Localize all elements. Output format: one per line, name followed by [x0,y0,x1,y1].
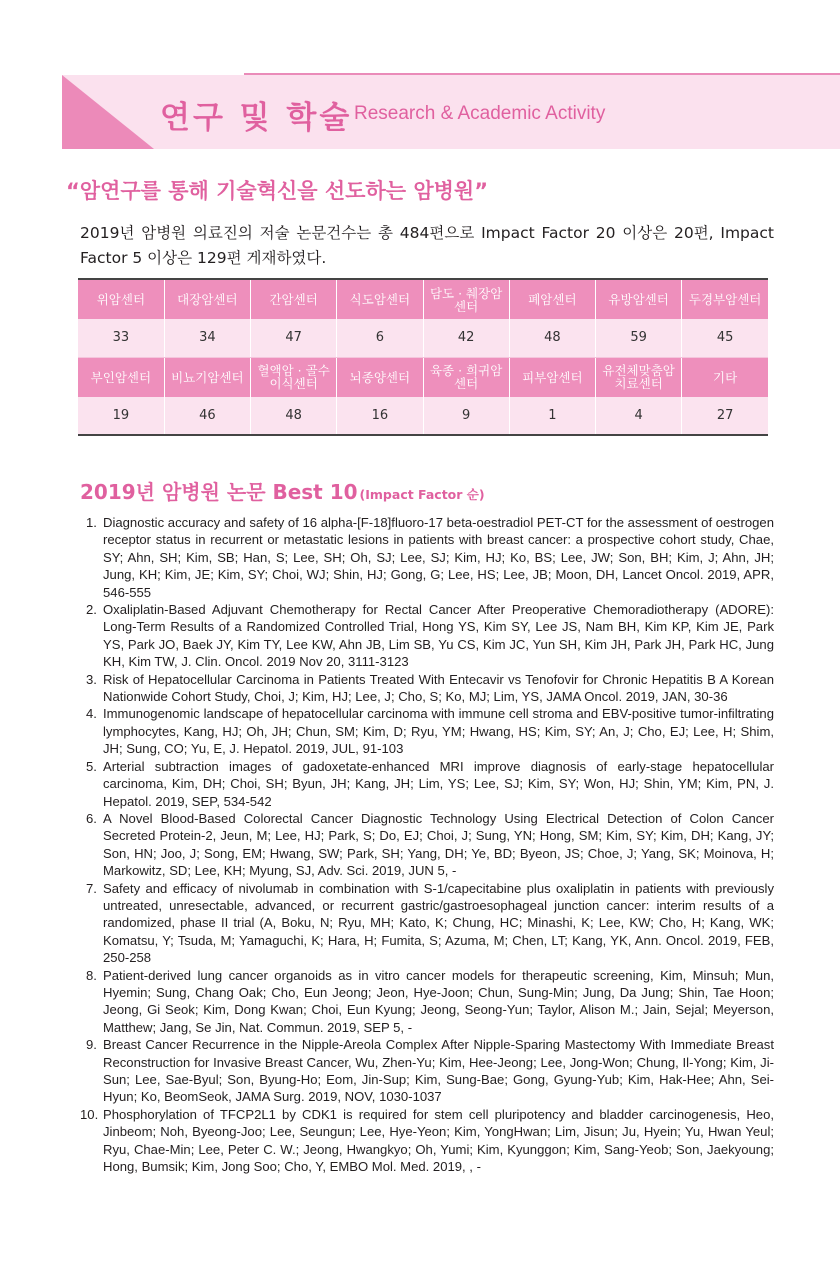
table-header-cell: 유전체맞춤암 치료센터 [596,357,682,397]
paper-item [80,705,774,757]
paper-citation: Arterial subtraction images of gadoxetate-enhanced MRI improve diagnosis of early-stage hepatocellular carcinoma, Kim, DH; Choi, SH; Byun, JH; Kang, JH; Lim, YS; Lee, SJ; Kim, SY; Won, HJ; Shin, YM; Kim, PN, J. Hepatol. 2019, SEP, 534-542 [103,758,774,809]
table-header-cell: 기타 [682,357,768,397]
paper-item [80,758,774,810]
paper-number: 9. [86,1037,97,1053]
paper-number: 2. [86,602,97,618]
table-value-cell: 59 [596,319,682,357]
table-header-cell: 부인암센터 [78,357,164,397]
paper-citation: Diagnostic accuracy and safety of 16 alpha-[F-18]fluoro-17 beta-oestradiol PET-CT for the assessment of oestrogen receptor status in recurrent or metastatic lesions in patients with breast cancer: a prospective cohort study, Chae, SY; Ahn, SH; Kim, SB; Han, S; Lee, SH; Oh, SJ; Lee, SJ; Kim, HJ; Ko, BS; Lee, JW; Son, BH; Kim, J; Ahn, JH; Jung, KH; Kim, JE; Kim, SY; Choi, WJ; Shin, HJ; Gong, G; Lee, HS; Lee, JB; Moon, DH, Lancet Oncol. 2019, APR, 546-555 [103,515,774,600]
best10-subtitle: (Impact Factor 순) [359,487,485,502]
table-value-row [78,319,768,357]
paper-item [80,1036,774,1106]
paper-citation: Safety and efficacy of nivolumab in combination with S-1/capecitabine plus oxaliplatin in patients with previously untreated, unresectable, advanced, or recurrent gastric/gastroesophageal junction cancer: interim results of a randomized, phase II trial (A, Boku, N; Ryu, MH; Kato, K; Chung, HC; Minashi, K; Lee, KW; Cho, H; Kang, WK; Komatsu, Y; Tsuda, M; Yamaguchi, K; Hara, H; Fumita, S; Azuma, M; Chen, LT; Kang, YK, Ann. Oncol. 2019, FEB, 250-258 [103,880,774,966]
table-value-cell: 48 [509,319,595,357]
table-header-cell: 유방암센터 [596,279,682,319]
paper-item [80,671,774,706]
best10-paper-list [80,514,774,1175]
paper-citation: Immunogenomic landscape of hepatocellular carcinoma with immune cell stroma and EBV-positive tumor-infiltrating lymphocytes, Kang, HJ; Oh, JH; Chun, SM; Kim, D; Ryu, YM; Hwang, HS; Kim, SY; An, J; Cho, EJ; Lee, H; Shim, JH; Sung, CO; Yu, E, J. Hepatol. 2019, JUL, 91-103 [103,706,774,757]
table-header-cell: 위암센터 [78,279,164,319]
table-value-cell: 48 [251,397,337,435]
table-header-cell: 대장암센터 [164,279,250,319]
table-header-cell: 담도 · 췌장암 센터 [423,279,509,319]
paper-item [80,1106,774,1176]
table-value-cell: 34 [164,319,250,357]
paper-number: 8. [86,967,97,983]
table-header-row [78,279,768,319]
paper-citation: Risk of Hepatocellular Carcinoma in Patients Treated With Entecavir vs Tenofovir for Chronic Hepatitis B A Korean Nationwide Cohort Study, Choi, J; Kim, HJ; Lee, J; Cho, S; Ko, MJ; Lim, YS, JAMA Oncol. 2019, JAN, 30-36 [103,671,774,705]
paper-number: 10. [80,1106,99,1122]
table-header-cell: 육종 · 희귀암 센터 [423,357,509,397]
paper-number: 4. [86,706,97,722]
table-value-cell: 19 [78,397,164,435]
table-header-row [78,357,768,397]
paper-number: 5. [86,758,97,774]
table-value-cell: 4 [596,397,682,435]
paper-item [80,601,774,671]
table-header-cell: 뇌종양센터 [337,357,423,397]
paper-citation: Patient-derived lung cancer organoids as in vitro cancer models for therapeutic screening, Kim, Minsuh; Mun, Hyemin; Sung, Chang Oak; Cho, Eun Jeong; Jeon, Hye-Joon; Chun, Sung-Min; Jung, Da Jung; Shin, Tae Hoon; Jeong, Gi Seok; Kim, Dong Kwan; Choi, Eun Kyung; Jeong, Seong-Yun; Taylor, Alison M.; Jain, Sejal; Meyerson, Matthew; Jang, Se Jin, Nat. Commun. 2019, SEP 5, - [103,967,774,1035]
paper-item [80,810,774,880]
paper-item [80,967,774,1037]
table-header-cell: 혈액암 · 골수 이식센터 [251,357,337,397]
best10-title: 2019년 암병원 논문 Best 10 [80,480,358,504]
paper-item [80,880,774,967]
paper-citation: Oxaliplatin-Based Adjuvant Chemotherapy for Rectal Cancer After Preoperative Chemoradiotherapy (ADORE): Long-Term Results of a Randomized Controlled Trial, Hong YS, Kim SY, Lee JS, Nam BH, Kim KP, Kim JE, Park YS, Park JO, Baek JY, Kim TY, Lee KW, Ahn JB, Lim SB, Yu CS, Kim JC, Yun SH, Kim JH, Park JH, Park HC, Jung KH, Kim TW, J. Clin. Oncol. 2019 Nov 20, 3111-3123 [103,602,774,670]
table-header-cell: 간암센터 [251,279,337,319]
table-value-cell: 46 [164,397,250,435]
table-value-cell: 42 [423,319,509,357]
page-title-en: Research & Academic Activity [354,103,606,124]
paper-citation: A Novel Blood-Based Colorectal Cancer Diagnostic Technology Using Electrical Detection of Colon Cancer Secreted Protein-2, Jeun, M; Lee, HJ; Park, S; Do, EJ; Choi, J; Sung, YN; Hong, SM; Kim, SY; Kim, DH; Kang, JY; Son, HN; Joo, J; Song, EM; Hwang, SW; Park, SH; Yang, DH; Ye, BD; Byeon, JS; Choe, J; Yang, SK; Moinova, H; Markowitz, SD; Lee, KH; Myung, SJ, Adv. Sci. 2019, JUN 5, - [103,810,774,879]
paper-item [80,514,774,601]
table-header-cell: 식도암센터 [337,279,423,319]
table-value-row [78,397,768,435]
slogan-heading: “암연구를 통해 기술혁신을 선도하는 암병원” [66,179,488,203]
paper-number: 1. [86,515,97,530]
table-header-cell: 피부암센터 [509,357,595,397]
table-value-cell: 1 [509,397,595,435]
page-title-ko: 연구 및 학술 [160,100,353,136]
table-value-cell: 45 [682,319,768,357]
table-value-cell: 9 [423,397,509,435]
paper-number: 7. [86,880,97,896]
table-header-cell: 비뇨기암센터 [164,357,250,397]
paper-citation: Breast Cancer Recurrence in the Nipple-Areola Complex After Nipple-Sparing Mastectomy With Immediate Breast Reconstruction for Invasive Breast Cancer, Wu, Zhen-Yu; Kim, Hee-Jeong; Lee, Jong-Won; Chung, Il-Yong; Kim, Ji-Sun; Lee, Sae-Byul; Son, Byung-Ho; Eom, Jin-Sup; Kim, Sung-Bae; Gong, Gyung-Yub; Kim, Hak-Hee; Ahn, Sei-Hyun; Ko, BeomSeok, JAMA Surg. 2019, NOV, 1030-1037 [103,1037,774,1105]
table-value-cell: 27 [682,397,768,435]
table-header-cell: 폐암센터 [509,279,595,319]
paper-citation: Phosphorylation of TFCP2L1 by CDK1 is required for stem cell pluripotency and bladder carcinogenesis, Heo, Jinbeom; Noh, Byeong-Joo; Lee, Seungun; Lee, Hye-Yeon; Kim, YongHwan; Lim, Jisun; Ju, Hyein; Yu, Hwan Yeul; Ryu, Chae-Min; Lee, Peter C. W.; Jeong, Hwangkyo; Oh, Yumi; Kim, Kyunggon; Kim, Sang-Yeob; Son, Jaekyoung; Hong, Bumsik; Kim, Jong Soo; Cho, Y, EMBO Mol. Med. 2019, , - [103,1106,774,1175]
paper-count-table [78,278,768,436]
table-value-cell: 16 [337,397,423,435]
table-value-cell: 47 [251,319,337,357]
intro-paragraph: 2019년 암병원 의료진의 저술 논문건수는 총 484편으로 Impact Factor 20 이상은 20편, Impact Factor 5 이상은 129편 게재하였다. [80,224,774,267]
table-value-cell: 33 [78,319,164,357]
table-value-cell: 6 [337,319,423,357]
paper-number: 3. [86,671,97,687]
best10-heading [80,476,485,505]
header-triangle [62,75,154,149]
table-header-cell: 두경부암센터 [682,279,768,319]
paper-number: 6. [86,810,97,826]
